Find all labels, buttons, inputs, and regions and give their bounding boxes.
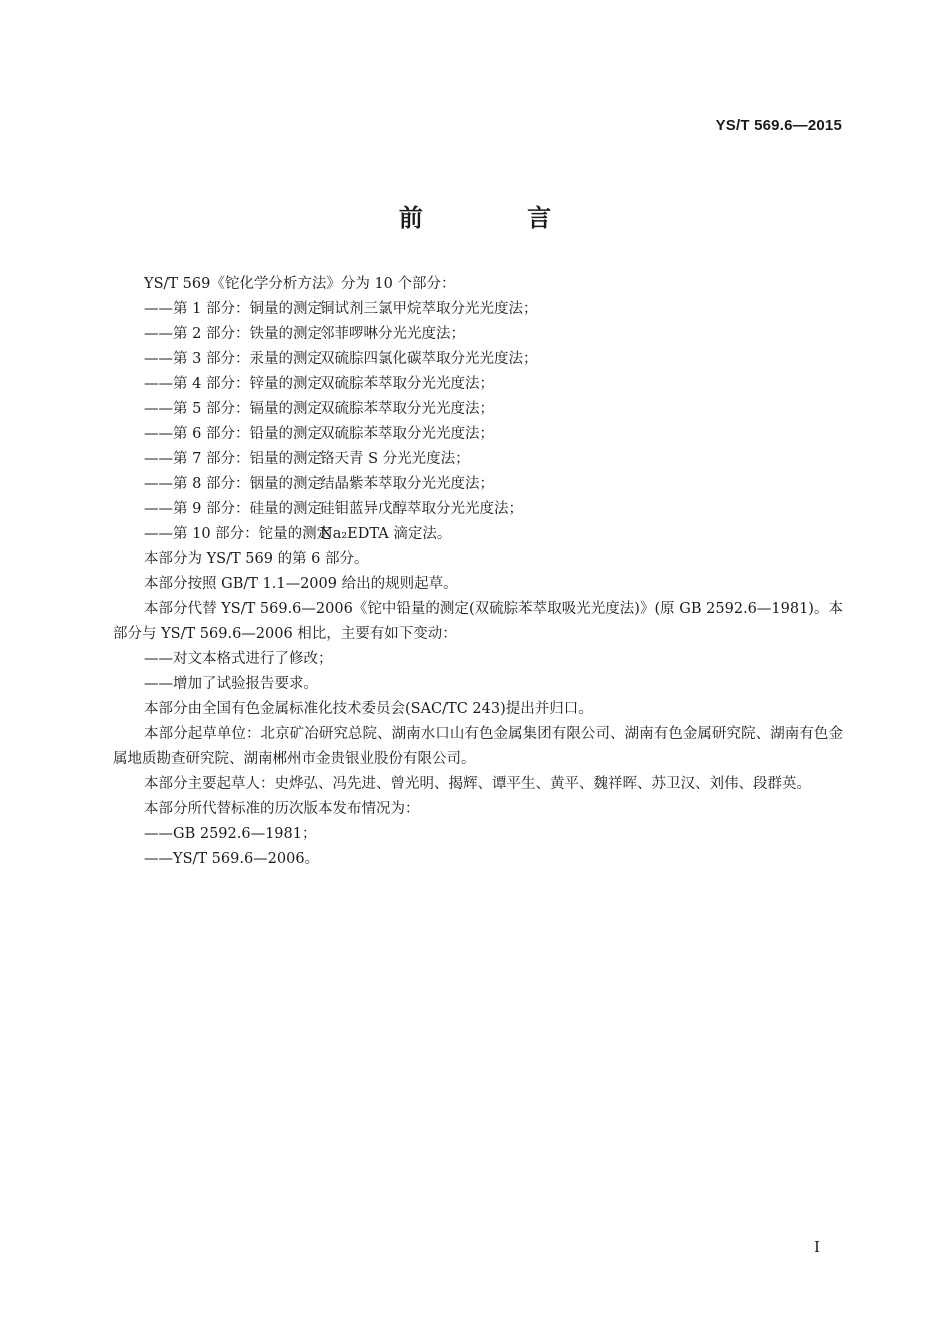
part-label: ——第 5 部分：镉量的测定: [144, 401, 322, 417]
history-item: ——GB 2592.6—1981；: [144, 826, 317, 842]
part-method: 硅钼蓝异戊醇萃取分光光度法；: [320, 501, 523, 517]
part-method: 双硫腙苯萃取分光光度法；: [320, 426, 494, 442]
drafting-rule-statement: 本部分按照 GB/T 1.1—2009 给出的规则起草。: [144, 576, 458, 592]
parts-list: [113, 297, 843, 547]
list-item: [113, 422, 843, 447]
foreword-body: [113, 272, 843, 872]
part-method: 双硫腙四氯化碳萃取分光光度法；: [320, 351, 538, 367]
list-item: [113, 497, 843, 522]
part-method: 铬天青 S 分光光度法；: [320, 451, 470, 467]
part-label: ——第 3 部分：汞量的测定: [144, 351, 322, 367]
list-item: [113, 397, 843, 422]
list-item: [113, 322, 843, 347]
this-part-statement: 本部分为 YS/T 569 的第 6 部分。: [144, 551, 369, 567]
list-item: [113, 522, 843, 547]
part-method: 铜试剂三氯甲烷萃取分光光度法；: [320, 301, 538, 317]
history-intro: 本部分所代替标准的历次版本发布情况为：: [144, 801, 420, 817]
part-method: 邻菲啰啉分光光度法；: [320, 326, 465, 342]
part-method: 双硫腙苯萃取分光光度法；: [320, 401, 494, 417]
page-title: 前 言: [398, 204, 600, 232]
replacement-statement: 本部分代替 YS/T 569.6—2006《铊中铅量的测定(双硫腙苯萃取吸光光度法)》(原 GB 2592.6—1981)。本部分与 YS/T 569.6—2006 相比，主要有如下变动：: [113, 601, 843, 642]
part-method: Na₂EDTA 滴定法。: [320, 526, 452, 542]
list-item: [113, 447, 843, 472]
part-label: ——第 8 部分：铟量的测定: [144, 476, 322, 492]
page-number: I: [814, 1238, 820, 1256]
part-method: 双硫腙苯萃取分光光度法；: [320, 376, 494, 392]
part-label: ——第 9 部分：硅量的测定: [144, 501, 322, 517]
proposer-statement: 本部分由全国有色金属标准化技术委员会(SAC/TC 243)提出并归口。: [144, 701, 593, 717]
list-item: [113, 347, 843, 372]
change-item: ——增加了试验报告要求。: [144, 676, 318, 692]
part-label: ——第 4 部分：锌量的测定: [144, 376, 322, 392]
change-item: ——对文本格式进行了修改；: [144, 651, 333, 667]
part-label: ——第 6 部分：铅量的测定: [144, 426, 322, 442]
part-label: ——第 7 部分：铝量的测定: [144, 451, 322, 467]
part-method: 结晶紫苯萃取分光光度法；: [320, 476, 494, 492]
part-label: ——第 1 部分：铜量的测定: [144, 301, 322, 317]
list-item: [113, 372, 843, 397]
part-label: ——第 2 部分：铁量的测定: [144, 326, 322, 342]
intro-line: YS/T 569《铊化学分析方法》分为 10 个部分：: [144, 276, 456, 292]
drafters-statement: 本部分主要起草人：史烨弘、冯先进、曾光明、揭辉、谭平生、黄平、魏祥晖、苏卫汉、刘伟、段群英。: [144, 776, 811, 792]
list-item: [113, 297, 843, 322]
history-item: ——YS/T 569.6—2006。: [144, 851, 320, 867]
drafting-units-statement: 本部分起草单位：北京矿冶研究总院、湖南水口山有色金属集团有限公司、湖南有色金属研究院、湖南有色金属地质勘查研究院、湖南郴州市金贵银业股份有限公司。: [113, 726, 843, 767]
list-item: [113, 472, 843, 497]
standard-code: YS/T 569.6—2015: [715, 117, 842, 134]
part-label: ——第 10 部分：铊量的测定: [144, 526, 332, 542]
